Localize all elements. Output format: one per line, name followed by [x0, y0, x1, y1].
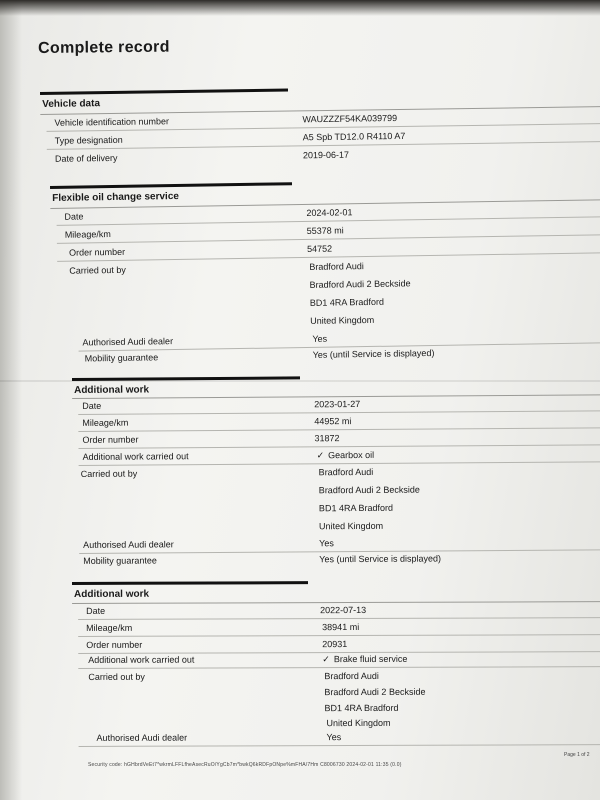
- address-line-2: Bradford Audi 2 Beckside: [324, 686, 426, 698]
- work-label: Additional work carried out: [82, 451, 189, 462]
- vin-value: WAUZZZF54KA039799: [302, 113, 398, 125]
- carried-label: Carried out by: [69, 264, 126, 276]
- address-line-3: BD1 4RA Bradford: [324, 702, 399, 714]
- carried-row: [72, 668, 600, 686]
- address-row: [73, 481, 600, 501]
- mobility-value: Yes (until Service is displayed): [319, 553, 442, 565]
- address-line-4: United Kingdom: [319, 520, 384, 532]
- page-number: Page 1 of 2: [564, 752, 590, 758]
- section-bar: [72, 581, 308, 585]
- security-code-footer: Security code: hGHbrdVeEt7*wkrmLFFLfheAsecRuO/YgCb7m*bwkQ6kRDFpONpe%mFHA/7Hm C8006730 2024-02-01 11:35 (0.0): [88, 762, 402, 768]
- dealer-value: Yes: [312, 333, 328, 344]
- carried-label: Carried out by: [80, 468, 138, 479]
- mobility-label: Mobility guarantee: [83, 555, 157, 566]
- delivery-value: 2019-06-17: [302, 149, 350, 161]
- dealer-label: Authorised Audi dealer: [82, 336, 174, 348]
- mileage-label: Mileage/km: [64, 229, 111, 240]
- work-value: [322, 652, 407, 667]
- address-line-2: Bradford Audi 2 Beckside: [309, 278, 411, 290]
- date-label: Date: [86, 605, 106, 616]
- date-value: 2022-07-13: [320, 604, 367, 616]
- check-icon: ✓: [322, 654, 330, 665]
- mileage-label: Mileage/km: [82, 417, 129, 428]
- order-value: 20931: [322, 639, 348, 650]
- oil-service-section: [50, 177, 600, 366]
- address-row: [73, 499, 600, 519]
- dealer-label: Authorised Audi dealer: [96, 732, 188, 743]
- date-label: Date: [64, 211, 84, 222]
- work-text: Brake fluid service: [333, 653, 408, 665]
- date-value: 2023-01-27: [314, 398, 361, 410]
- date-row: [72, 602, 600, 620]
- page-shadow-top: [0, 0, 600, 16]
- address-line-1: Bradford Audi: [318, 466, 374, 478]
- additional-work-section-1: [72, 374, 600, 568]
- dealer-value: Yes: [326, 732, 342, 743]
- work-label: Additional work carried out: [88, 654, 195, 665]
- address-line-1: Bradford Audi: [324, 670, 379, 682]
- dealer-row: [73, 729, 600, 747]
- mobility-value: Yes (until Service is displayed): [312, 347, 435, 360]
- carried-row: [73, 463, 600, 483]
- address-line-1: Bradford Audi: [309, 261, 364, 272]
- date-value: 2024-02-01: [306, 207, 353, 218]
- section-heading: Flexible oil change service: [52, 190, 180, 204]
- check-icon: ✓: [316, 450, 325, 461]
- address-line-4: United Kingdom: [326, 717, 391, 729]
- order-value: 54752: [306, 243, 333, 254]
- delivery-label: Date of delivery: [54, 152, 118, 164]
- section-bar: [72, 376, 300, 381]
- order-label: Order number: [68, 246, 126, 258]
- page-title: Complete record: [38, 38, 170, 57]
- dealer-label: Authorised Audi dealer: [83, 539, 174, 550]
- address-row: [72, 684, 600, 702]
- date-label: Date: [82, 400, 102, 411]
- address-line-2: Bradford Audi 2 Beckside: [318, 484, 420, 496]
- mobility-label: Mobility guarantee: [84, 352, 159, 364]
- vehicle-data-section: [40, 84, 600, 172]
- section-heading: Additional work: [74, 384, 150, 396]
- section-heading: Vehicle data: [42, 98, 101, 110]
- work-row: [72, 651, 600, 669]
- mileage-label: Mileage/km: [86, 622, 133, 633]
- vin-label: Vehicle identification number: [54, 116, 170, 128]
- page-shadow-left: [0, 0, 22, 800]
- section-heading: Additional work: [74, 588, 150, 600]
- carried-label: Carried out by: [88, 671, 145, 682]
- address-line-3: BD1 4RA Bradford: [309, 296, 384, 308]
- mileage-value: 38941 mi: [322, 621, 360, 633]
- mileage-row: [72, 619, 600, 637]
- type-value: A5 Spb TD12.0 R4110 A7: [302, 130, 406, 143]
- order-label: Order number: [82, 434, 139, 445]
- section-bar: [50, 182, 292, 189]
- order-label: Order number: [86, 639, 143, 650]
- dealer-value: Yes: [319, 538, 334, 549]
- additional-work-section-2: [72, 580, 600, 747]
- address-line-4: United Kingdom: [310, 314, 375, 326]
- work-value: [316, 448, 374, 463]
- section-bar: [40, 89, 288, 95]
- order-value: 31872: [314, 433, 340, 444]
- mileage-value: 55378 mi: [306, 225, 344, 236]
- mileage-value: 44952 mi: [314, 416, 352, 427]
- mobility-row: [73, 550, 600, 570]
- address-line-3: BD1 4RA Bradford: [318, 502, 393, 514]
- type-label: Type designation: [54, 134, 123, 146]
- work-text: Gearbox oil: [328, 449, 375, 461]
